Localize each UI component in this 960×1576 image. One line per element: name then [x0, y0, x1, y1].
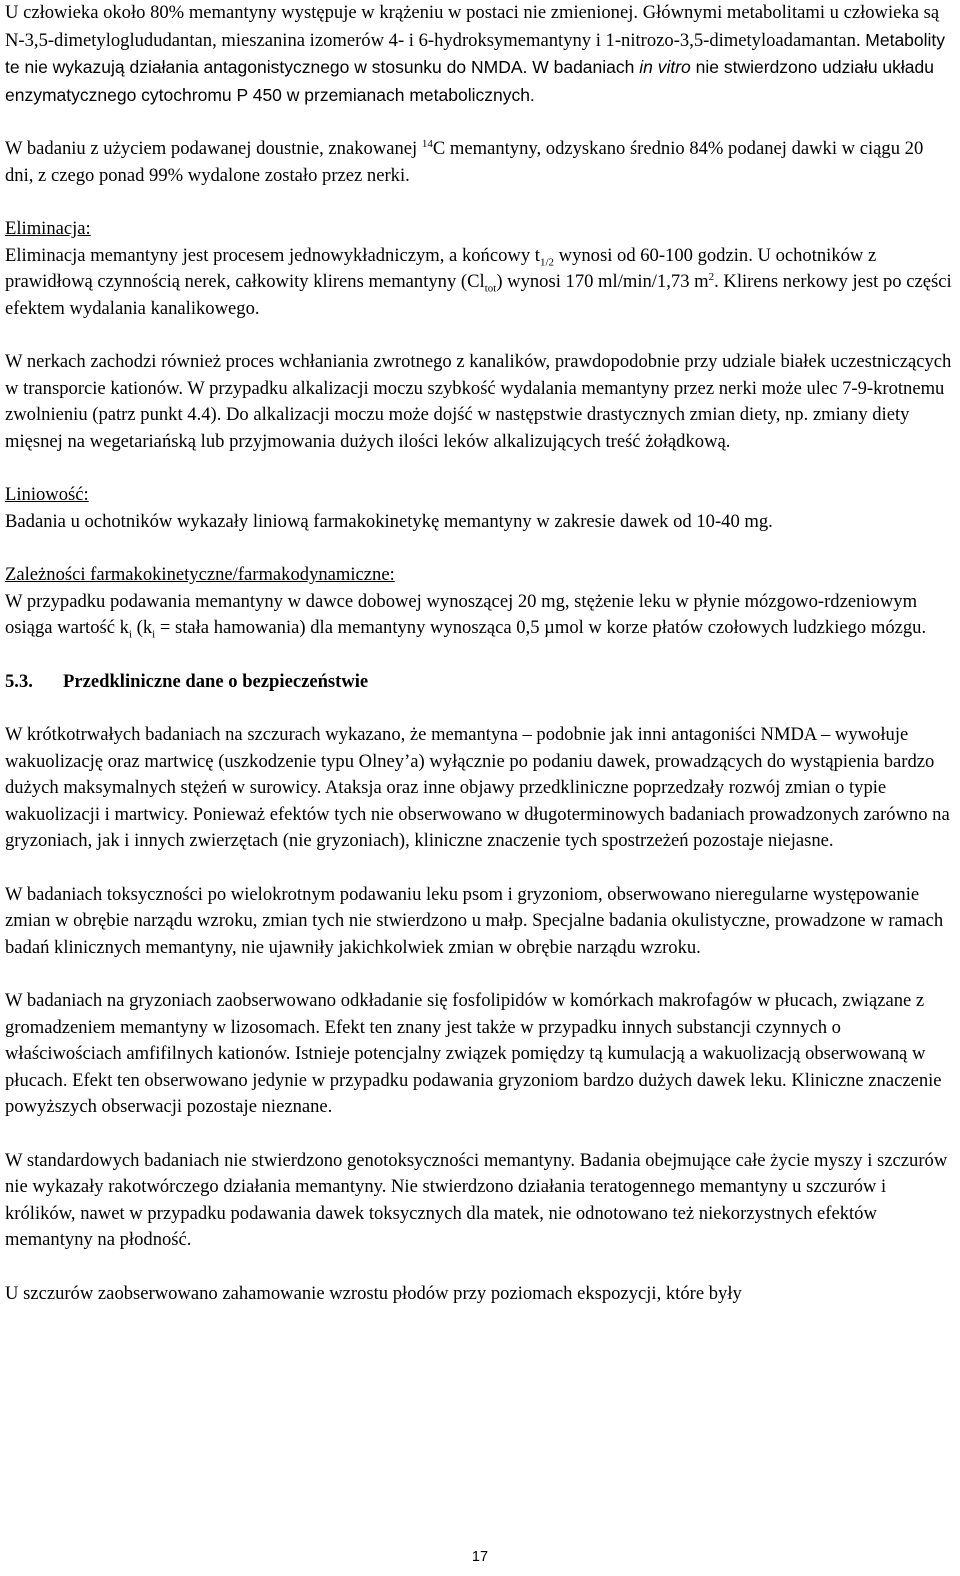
- paragraph-preclinical-4: W standardowych badaniach nie stwierdzono genotoksyczności memantyny. Badania obejmujące całe życie myszy i szczurów nie wykazały rakotwórczego działania memantyny. Nie stwierdzono działania teratogennego memantyny u szczurów i królików, nawet w przypadku podawania dawek toksycznych dla matek, nie odnotowano też niekorzystnych efektów memantyny na płodność.: [5, 1149, 948, 1250]
- text: W przypadku podawania memantyny w dawce dobowej wynoszącej 20 mg, stężenie leku w płynie mózgowo-rdzeniowym osiąga wartość k: [5, 590, 918, 638]
- subheading: Liniowość:: [5, 484, 89, 505]
- superscript: 2: [708, 270, 715, 283]
- paragraph-pk-pd: [5, 589, 953, 642]
- text: = stała hamowania) dla memantyny wynosząca 0,5 µmol w korze płatów czołowych ludzkiego mózgu.: [155, 617, 927, 638]
- text: Metabolity te nie wykazują działania antagonistycznego w stosunku do NMDA. W badaniach: [5, 29, 946, 77]
- subheading: Zależności farmakokinetyczne/farmakodynamiczne:: [5, 564, 395, 585]
- text: (k: [131, 617, 153, 638]
- paragraph-preclinical-2: W badaniach toksyczności po wielokrotnym podawaniu leku psom i gryzoniom, obserwowano nieregularne występowanie zmian w obrębie narządu wzroku, zmian tych nie stwierdzono u małp. Specjalne badania okulistyczne, prowadzone w ramach badań klinicznych memantyny, nie ujawniły jakichkolwiek zmian w obrębie narządu wzroku.: [5, 883, 944, 958]
- section-title: Przedkliniczne dane o bezpieczeństwie: [63, 670, 369, 692]
- heading-elimination: [5, 216, 953, 243]
- page-number: 17: [471, 1549, 489, 1565]
- text: ) wynosi 170 ml/min/1,73 m: [496, 271, 709, 292]
- text: W badaniu z użyciem podawanej doustnie, znakowanej: [5, 138, 422, 159]
- text: Eliminacja memantyny jest procesem jednowykładniczym, a końcowy t: [5, 244, 540, 266]
- paragraph-preclinical-3: W badaniach na gryzoniach zaobserwowano odkładanie się fosfolipidów w komórkach makrofagów w płucach, związane z gromadzeniem memantyny w lizosomach. Efekt ten znany jest także w przypadku innych substancji czynnych o właściwościach amfifilnych kationów. Istnieje potencjalny związek pomiędzy tą kumulacją a wakuolizacją obserwowaną w płucach. Efekt ten obserwowano jedynie w przypadku podawania gryzoniom bardzo dużych dawek leku. Kliniczne znaczenie powyższych obserwacji pozostaje nieznane.: [5, 990, 942, 1117]
- subscript: 1/2: [539, 256, 554, 269]
- paragraph-renal: W nerkach zachodzi również proces wchłaniania zwrotnego z kanalików, prawdopodobnie przy udziale białek uczestniczących w transporcie kationów. W przypadku alkalizacji moczu szybkość wydalania memantyny przez nerki może ulec 7-9-krotnemu zwolnieniu (patrz punkt 4.4). Do alkalizacji moczu może dojść w następstwie drastycznych zmian diety, np. zmiany diety mięsnej na wegetariańską lub przyjmowania dużych ilości leków alkalizujących treść żołądkową.: [5, 351, 952, 452]
- text: . Klirens nerkowy jest po części efektem wydalania kanalikowego.: [5, 271, 952, 319]
- paragraph-labelled-study: [5, 136, 953, 189]
- text: wynosi od 60-100 godzin. U ochotników z prawidłową czynnością nerek, całkowity klirens memantyny (Cl: [5, 244, 877, 292]
- section-number: 5.3.: [5, 670, 33, 692]
- subscript: i: [128, 628, 132, 641]
- heading-pk-pd: [5, 562, 953, 589]
- paragraph-elimination: [5, 243, 953, 323]
- document-page: [5, 0, 953, 1307]
- superscript: 14: [421, 137, 433, 150]
- heading-linearity: [5, 482, 953, 509]
- text: nie stwierdzono udziału układu enzymatycznego cytochromu P 450 w przemianach metabolicznych.: [5, 57, 935, 105]
- text: C memantyny, odzyskano średnio 84% podanej dawki w ciągu 20 dni, z czego ponad 99% wydalone zostało przez nerki.: [5, 138, 924, 186]
- italic-text: in vitro: [639, 57, 691, 77]
- paragraph-preclinical-5: U szczurów zaobserwowano zahamowanie wzrostu płodów przy poziomach ekspozycji, które były: [5, 1282, 742, 1304]
- paragraph-linearity: Badania u ochotników wykazały liniową farmakokinetykę memantyny w zakresie dawek od 10-40 mg.: [5, 510, 773, 532]
- paragraph-metabolism: [5, 0, 953, 109]
- subheading: Eliminacja:: [5, 218, 91, 239]
- paragraph-preclinical-1: W krótkotrwałych badaniach na szczurach wykazano, że memantyna – podobnie jak inni antagoniści NMDA – wywołuje wakuolizację oraz martwicę (uszkodzenie typu Olney’a) wyłącznie po podaniu dawek, prowadzących do wystąpienia bardzo dużych maksymalnych stężeń w surowicy. Ataksja oraz inne objawy przedkliniczne poprzedzały rozwój zmian o typie wakuolizacji i martwicy. Ponieważ efektów tych nie obserwowano w długoterminowych badaniach prowadzonych zarówno na gryzoniach, jak i innych zwierzętach (nie gryzoniach), kliniczne znaczenie tych spostrzeżeń pozostaje niejasne.: [5, 724, 950, 851]
- text: U człowieka około 80% memantyny występuje w krążeniu w postaci nie zmienionej. Głównymi metabolitami u człowieka są N-3,5-dimetyloglududantan, mieszanina izomerów 4- i 6-hydroksymemantyny i 1-nitrozo-3,5-dimetyloadamantan.: [5, 2, 940, 51]
- subscript: tot: [484, 282, 497, 295]
- subscript: i: [152, 628, 156, 641]
- section-heading: [5, 669, 953, 696]
